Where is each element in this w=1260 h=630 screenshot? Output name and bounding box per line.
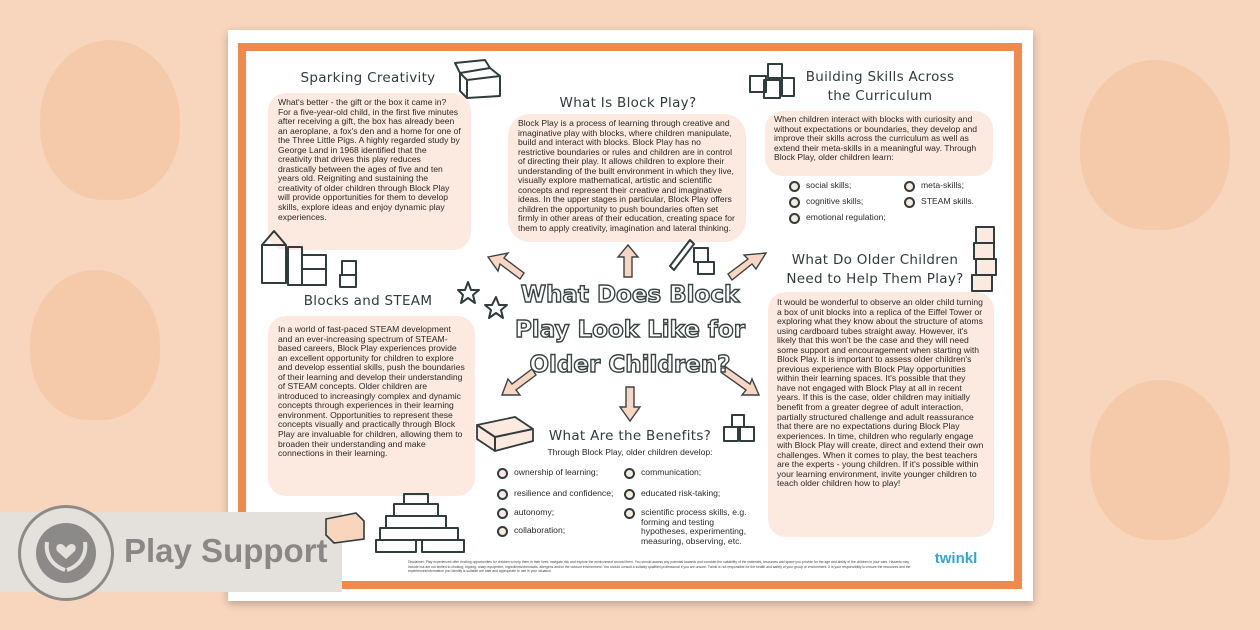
arrow-up-left-icon [488, 253, 524, 279]
arrow-down-icon [620, 387, 640, 421]
arrow-up-icon [618, 245, 638, 277]
sparking-body: What's better - the gift or the box it came in? For a five-year-old child, in the first five minutes after receiving a gift, the box has already been an aeroplane, a fox's den and a home for one of the Three Little Pigs. A highly regarded study by George Land in 1968 identified that the creativity that drives this play reduces drastically between the ages of five and ten years old. Reigniting and sustaining the creativity of older children through Block Play will provide opportunities for them to develop skills, explore ideas and enjoy dynamic play experiences. [268, 93, 471, 250]
skills-bullet: STEAM skills. [904, 197, 974, 207]
skills-bullet: emotional regulation; [789, 213, 886, 223]
skills-title-line1: Building Skills Across [805, 69, 955, 85]
heart-hands-icon [35, 522, 97, 584]
need-title-line1: What Do Older Children [791, 252, 959, 268]
stacked-blocks-icon [970, 225, 1002, 293]
ramp-blocks-icon [668, 236, 718, 274]
center-title-line: What Does Block [520, 282, 740, 308]
benefits-bullet: ownership of learning; [497, 468, 598, 478]
handprint-decoration [40, 40, 180, 200]
sparking-title: Sparking Creativity [300, 70, 436, 86]
steam-body: In a world of fast-paced STEAM development and an ever-increasing spectrum of STEAM-based careers, Block Play experiences provide an excellent opportunity for children to explore and develop essential skills, push the boundaries of their learning and develop their understanding of STEAM concepts. Older children are introduced to increasingly complex and dynamic concepts through experiences in their learning environment. Opportunities to represent these concepts visually and practically through Block Play are invaluable for children, allowing them to broaden their understanding and make connections in their learning. [268, 316, 475, 496]
benefits-intro: Through Block Play, older children develop: [547, 447, 713, 457]
benefits-bullet: collaboration; [497, 526, 565, 536]
center-title-line: Play Look Like for [514, 317, 746, 343]
play-support-label: Play Support [124, 532, 328, 569]
benefits-bullet: autonomy; [497, 508, 554, 518]
skills-bullet: meta-skills; [904, 181, 964, 191]
benefits-bullet: resilience and confidence; [497, 489, 613, 499]
play-support-logo [18, 505, 114, 601]
block-castle-icon [260, 225, 370, 287]
disclaimer: Disclaimer: Play experiences offer exciting opportunities for children to help them in their lives, navigate risk and explore the environment around them. You should assess any potential hazards and consider the suitability of the materials, resources and space you provide for the age and ability of the children in your care. Hazards may include but are not limited to choking, tripping, sharp equipment, ingredients/chemicals, allergens and/or the outdoor environment. You should consult a suitably qualified professional if you are unsure. Twinkl is not responsible for the health and safety of your group or environment. It is your responsibility to ensure the resources and the experiences/information you identify is suitable are safe and appropriate to use in your situation. [408, 560, 911, 574]
skills-title [790, 68, 970, 106]
skills-body: When children interact with blocks with curiosity and without expectations or boundaries, they develop and improve their skills across the curriculum as well as extend their meta-skills in a meaningful way. Through Block Play, older children learn: [765, 111, 993, 176]
benefits-bullet: scientific process skills, e.g. forming and testing hypotheses, experimenting, measuring, observing, etc. [624, 508, 759, 546]
handprint-decoration [1090, 380, 1230, 540]
need-title-line2: Need to Help Them Play? [786, 271, 964, 287]
need-title [780, 251, 970, 289]
handprint-decoration [30, 270, 160, 420]
center-title-line: Older Children? [529, 352, 731, 378]
benefits-bullet: educated risk-taking; [624, 489, 720, 499]
twinkl-logo[interactable]: twinkl [925, 540, 987, 578]
skills-title-line2: the Curriculum [827, 88, 933, 104]
benefits-bullet: communication; [624, 468, 701, 478]
steam-title: Blocks and STEAM [303, 293, 433, 309]
what-is-title: What Is Block Play? [559, 95, 697, 111]
skills-bullet: social skills; [789, 181, 851, 191]
handprint-decoration [1080, 60, 1230, 230]
block-wall-icon [374, 488, 469, 556]
blocks-icon [748, 62, 796, 102]
arrow-up-right-icon [728, 253, 766, 280]
lego-brick-icon [475, 415, 535, 453]
skills-bullet: cognitive skills; [789, 197, 863, 207]
need-body: It would be wonderful to observe an older child turning a box of unit blocks into a replica of the Eiffel Tower or exploring what they know about the structure of atoms using cardboard tubes straight away. However, it's likely that this won't be the case and they will need some support and encouragement when starting with Block Play. It is important to assess older children's previous experience with Block Play opportunities within their learning spaces. It's possible that they have not engaged with Block Play at all in recent years. If this is the case, older children may initially benefit from a greater degree of adult interaction, partially structured challenge and adult reassurance that there are no expectations during Block Play experiences. In time, children who regularly engage with Block Play will create, direct and extend their own challenges. When it comes to play, the best teachers are the experts - young children. If it's possible within your learning environment, invite younger children to teach older children how to play! [768, 292, 994, 537]
open-box-icon [322, 505, 370, 545]
what-is-body: Block Play is a process of learning through creative and imaginative play with blocks, where children manipulate, build and interact with blocks. Block Play has no restrictive boundaries or rules and children are in control of directing their play. It allows children to explore their understanding of the built environment in which they live, visually explore mathematical, artistic and scientific concepts and represent their creative and imaginative ideas. In the upper stages in particular, Block Play offers children the opportunity to push boundaries often set firmly in other areas of their education, creating space for them to apply creativity, imagination and lateral thinking. [508, 114, 746, 242]
benefits-title: What Are the Benefits? [548, 428, 712, 444]
center-title [500, 278, 760, 383]
